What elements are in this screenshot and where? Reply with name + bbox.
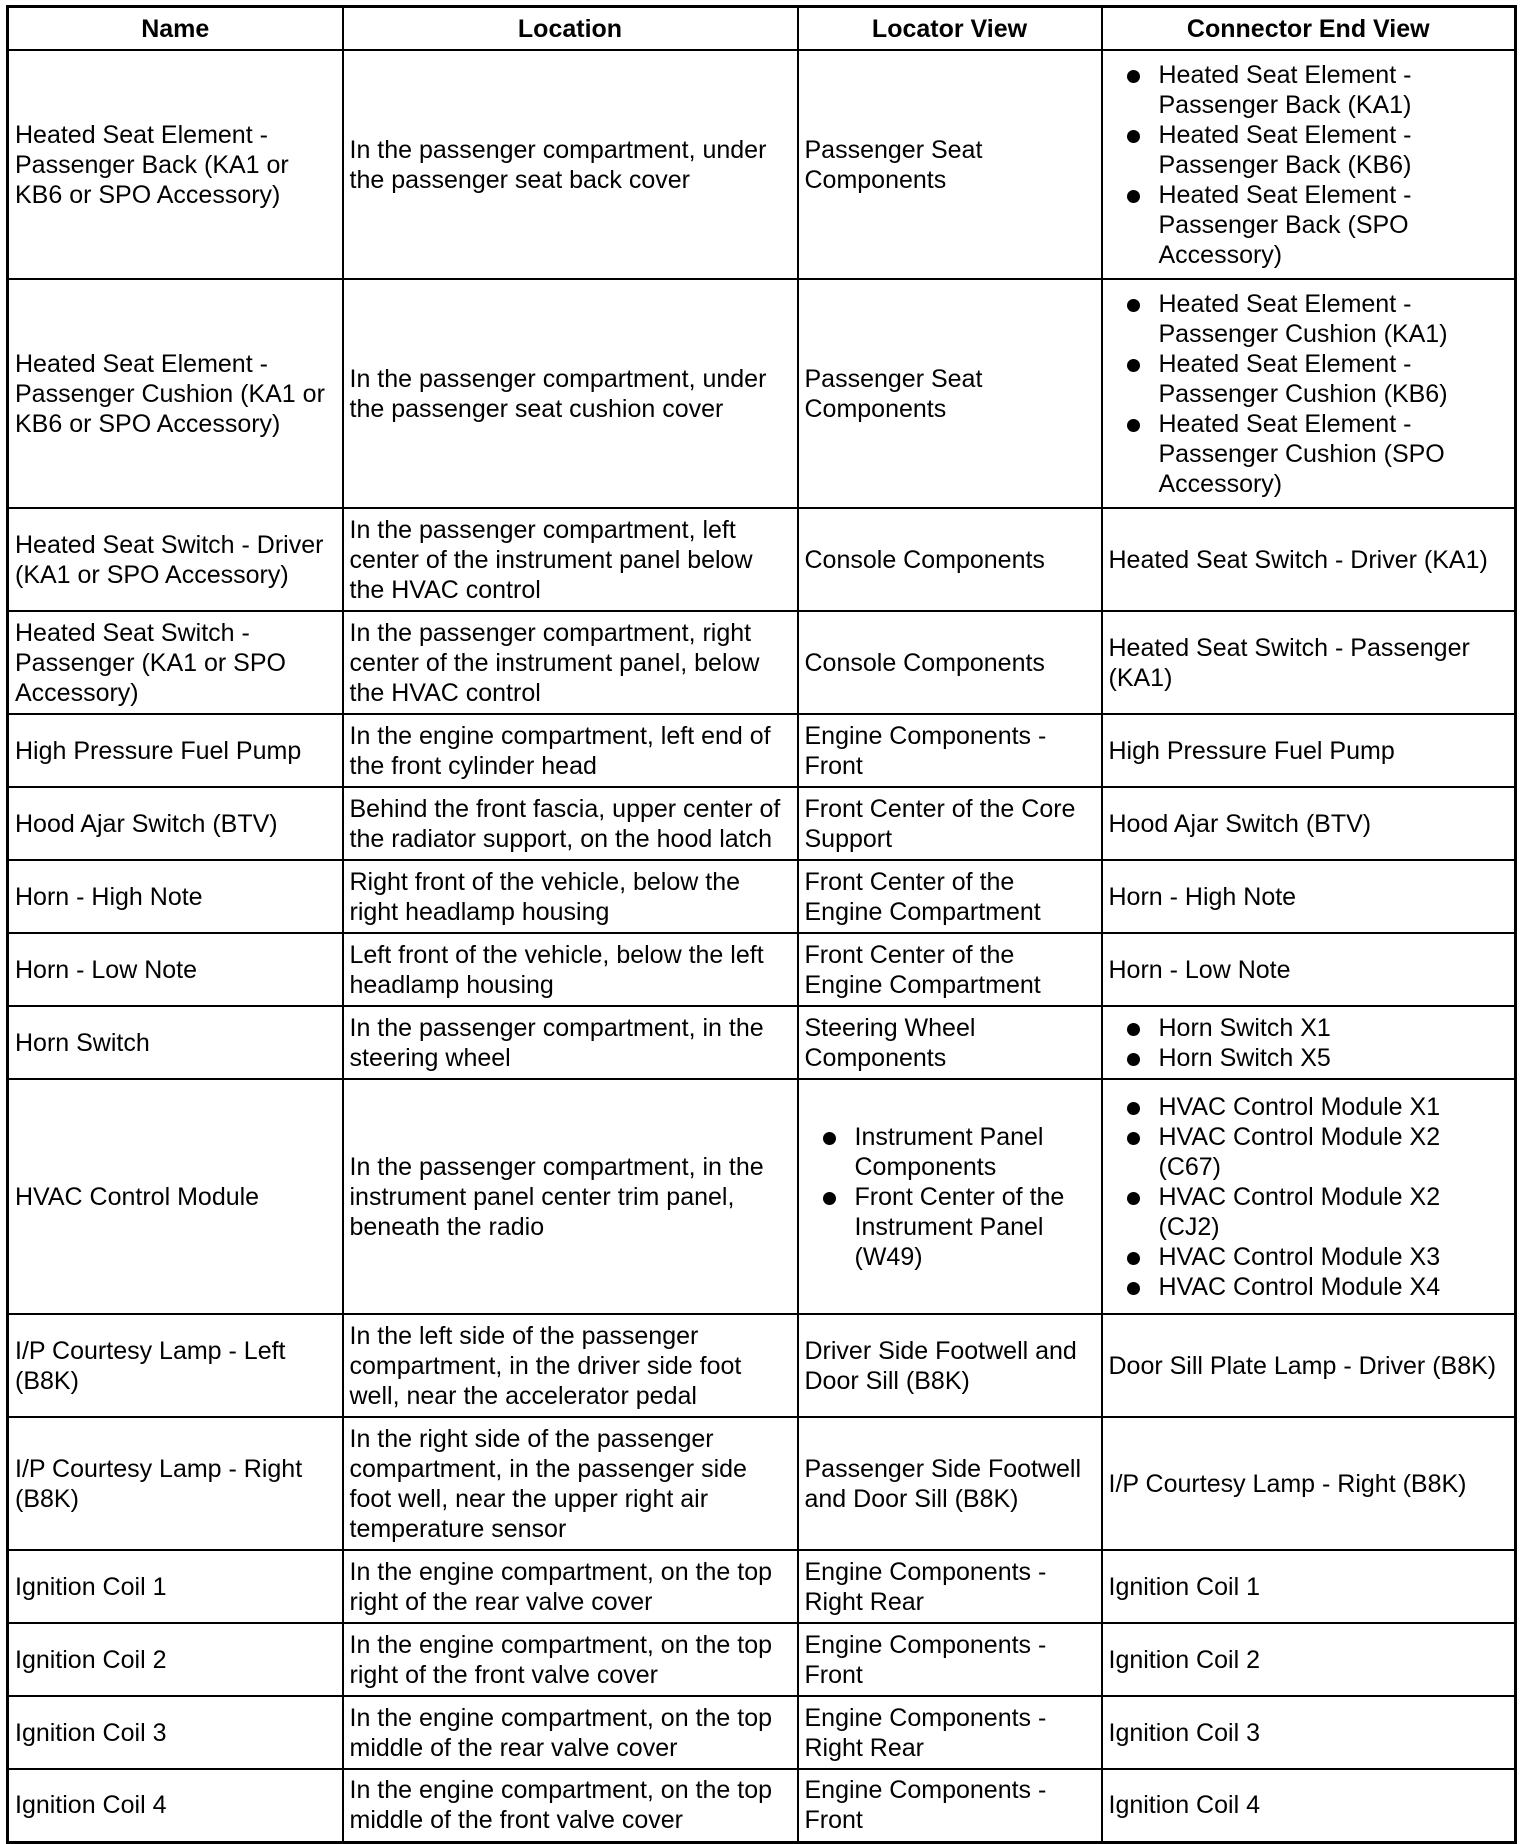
cell-name: Heated Seat Element - Passenger Back (KA1 or KB6 or SPO Accessory): [8, 50, 343, 279]
cell-location: In the engine compartment, left end of the front cylinder head: [343, 714, 798, 787]
cell-connector-end-view: [1102, 279, 1516, 508]
cell-locator-view: Engine Components - Front: [798, 1623, 1102, 1696]
column-header-name: Name: [8, 7, 343, 51]
bullet-item: Front Center of the Instrument Panel (W49): [805, 1182, 1095, 1272]
bullet-item: HVAC Control Module X2 (CJ2): [1109, 1182, 1509, 1242]
cell-connector-end-view: [1102, 1006, 1516, 1079]
cell-locator-view: Driver Side Footwell and Door Sill (B8K): [798, 1314, 1102, 1417]
cell-locator-view: Engine Components - Right Rear: [798, 1696, 1102, 1769]
cell-connector-end-view: High Pressure Fuel Pump: [1102, 714, 1516, 787]
cell-locator-view-list: [805, 1122, 1095, 1272]
cell-location: In the passenger compartment, under the passenger seat cushion cover: [343, 279, 798, 508]
header-row: [8, 7, 1516, 51]
cell-connector-end-view-list: [1109, 1092, 1509, 1302]
cell-connector-end-view: Hood Ajar Switch (BTV): [1102, 787, 1516, 860]
component-locator-table: [6, 5, 1517, 1844]
bullet-item: HVAC Control Module X2 (C67): [1109, 1122, 1509, 1182]
bullet-item: Instrument Panel Components: [805, 1122, 1095, 1182]
table-body: [8, 50, 1516, 1842]
cell-name: Horn Switch: [8, 1006, 343, 1079]
cell-location: Right front of the vehicle, below the right headlamp housing: [343, 860, 798, 933]
bullet-item: Heated Seat Element - Passenger Back (SPO Accessory): [1109, 180, 1509, 270]
bullet-item: HVAC Control Module X3: [1109, 1242, 1509, 1272]
cell-name: Ignition Coil 2: [8, 1623, 343, 1696]
bullet-item: Heated Seat Element - Passenger Cushion (SPO Accessory): [1109, 409, 1509, 499]
cell-connector-end-view: Horn - Low Note: [1102, 933, 1516, 1006]
table-row: [8, 508, 1516, 611]
cell-connector-end-view: Horn - High Note: [1102, 860, 1516, 933]
cell-locator-view: Engine Components - Right Rear: [798, 1550, 1102, 1623]
cell-location: In the right side of the passenger compartment, in the passenger side foot well, near the upper right air temperature sensor: [343, 1417, 798, 1550]
column-header-connector-end-view: Connector End View: [1102, 7, 1516, 51]
cell-locator-view: Front Center of the Core Support: [798, 787, 1102, 860]
bullet-item: HVAC Control Module X1: [1109, 1092, 1509, 1122]
cell-locator-view: Console Components: [798, 611, 1102, 714]
bullet-item: Heated Seat Element - Passenger Cushion (KA1): [1109, 289, 1509, 349]
cell-location: In the engine compartment, on the top middle of the front valve cover: [343, 1769, 798, 1842]
cell-name: High Pressure Fuel Pump: [8, 714, 343, 787]
cell-name: Ignition Coil 3: [8, 1696, 343, 1769]
table-row: [8, 1314, 1516, 1417]
cell-connector-end-view: Heated Seat Switch - Driver (KA1): [1102, 508, 1516, 611]
cell-name: I/P Courtesy Lamp - Right (B8K): [8, 1417, 343, 1550]
table-row: [8, 50, 1516, 279]
cell-locator-view: Console Components: [798, 508, 1102, 611]
table-row: [8, 279, 1516, 508]
bullet-item: Heated Seat Element - Passenger Back (KA1): [1109, 60, 1509, 120]
column-header-location: Location: [343, 7, 798, 51]
cell-name: HVAC Control Module: [8, 1079, 343, 1314]
cell-name: Horn - High Note: [8, 860, 343, 933]
cell-location: In the passenger compartment, right center of the instrument panel, below the HVAC control: [343, 611, 798, 714]
cell-connector-end-view: Ignition Coil 1: [1102, 1550, 1516, 1623]
cell-location: Behind the front fascia, upper center of the radiator support, on the hood latch: [343, 787, 798, 860]
cell-connector-end-view-list: [1109, 1013, 1509, 1073]
cell-location: In the engine compartment, on the top right of the front valve cover: [343, 1623, 798, 1696]
cell-connector-end-view: Door Sill Plate Lamp - Driver (B8K): [1102, 1314, 1516, 1417]
cell-name: Horn - Low Note: [8, 933, 343, 1006]
table-row: [8, 787, 1516, 860]
cell-location: In the passenger compartment, in the steering wheel: [343, 1006, 798, 1079]
cell-connector-end-view: [1102, 50, 1516, 279]
cell-connector-end-view: I/P Courtesy Lamp - Right (B8K): [1102, 1417, 1516, 1550]
table-row: [8, 1079, 1516, 1314]
cell-location: In the passenger compartment, left center of the instrument panel below the HVAC control: [343, 508, 798, 611]
table-row: [8, 714, 1516, 787]
cell-locator-view: Passenger Side Footwell and Door Sill (B8K): [798, 1417, 1102, 1550]
cell-location: In the engine compartment, on the top middle of the rear valve cover: [343, 1696, 798, 1769]
table-row: [8, 933, 1516, 1006]
cell-locator-view: Passenger Seat Components: [798, 279, 1102, 508]
cell-connector-end-view: Ignition Coil 4: [1102, 1769, 1516, 1842]
table-row: [8, 860, 1516, 933]
table-row: [8, 611, 1516, 714]
cell-location: In the passenger compartment, under the passenger seat back cover: [343, 50, 798, 279]
cell-locator-view: Passenger Seat Components: [798, 50, 1102, 279]
cell-locator-view: Front Center of the Engine Compartment: [798, 860, 1102, 933]
cell-name: I/P Courtesy Lamp - Left (B8K): [8, 1314, 343, 1417]
cell-location: Left front of the vehicle, below the left headlamp housing: [343, 933, 798, 1006]
cell-connector-end-view-list: [1109, 289, 1509, 499]
cell-connector-end-view: [1102, 1079, 1516, 1314]
cell-location: In the engine compartment, on the top right of the rear valve cover: [343, 1550, 798, 1623]
cell-name: Heated Seat Switch - Passenger (KA1 or SPO Accessory): [8, 611, 343, 714]
cell-name: Heated Seat Element - Passenger Cushion (KA1 or KB6 or SPO Accessory): [8, 279, 343, 508]
cell-locator-view: Front Center of the Engine Compartment: [798, 933, 1102, 1006]
cell-connector-end-view: Ignition Coil 3: [1102, 1696, 1516, 1769]
bullet-item: Horn Switch X1: [1109, 1013, 1509, 1043]
cell-name: Hood Ajar Switch (BTV): [8, 787, 343, 860]
table-row: [8, 1623, 1516, 1696]
table-row: [8, 1417, 1516, 1550]
table-row: [8, 1550, 1516, 1623]
cell-name: Ignition Coil 1: [8, 1550, 343, 1623]
cell-locator-view: [798, 1079, 1102, 1314]
cell-name: Heated Seat Switch - Driver (KA1 or SPO Accessory): [8, 508, 343, 611]
table-row: [8, 1769, 1516, 1842]
cell-connector-end-view-list: [1109, 60, 1509, 270]
table-row: [8, 1006, 1516, 1079]
bullet-item: Heated Seat Element - Passenger Cushion (KB6): [1109, 349, 1509, 409]
table-row: [8, 1696, 1516, 1769]
cell-location: In the passenger compartment, in the instrument panel center trim panel, beneath the radio: [343, 1079, 798, 1314]
cell-locator-view: Engine Components - Front: [798, 714, 1102, 787]
cell-connector-end-view: Ignition Coil 2: [1102, 1623, 1516, 1696]
cell-locator-view: Engine Components - Front: [798, 1769, 1102, 1842]
column-header-locator-view: Locator View: [798, 7, 1102, 51]
bullet-item: Horn Switch X5: [1109, 1043, 1509, 1073]
cell-connector-end-view: Heated Seat Switch - Passenger (KA1): [1102, 611, 1516, 714]
bullet-item: Heated Seat Element - Passenger Back (KB6): [1109, 120, 1509, 180]
bullet-item: HVAC Control Module X4: [1109, 1272, 1509, 1302]
cell-locator-view: Steering Wheel Components: [798, 1006, 1102, 1079]
cell-name: Ignition Coil 4: [8, 1769, 343, 1842]
cell-location: In the left side of the passenger compartment, in the driver side foot well, near the accelerator pedal: [343, 1314, 798, 1417]
